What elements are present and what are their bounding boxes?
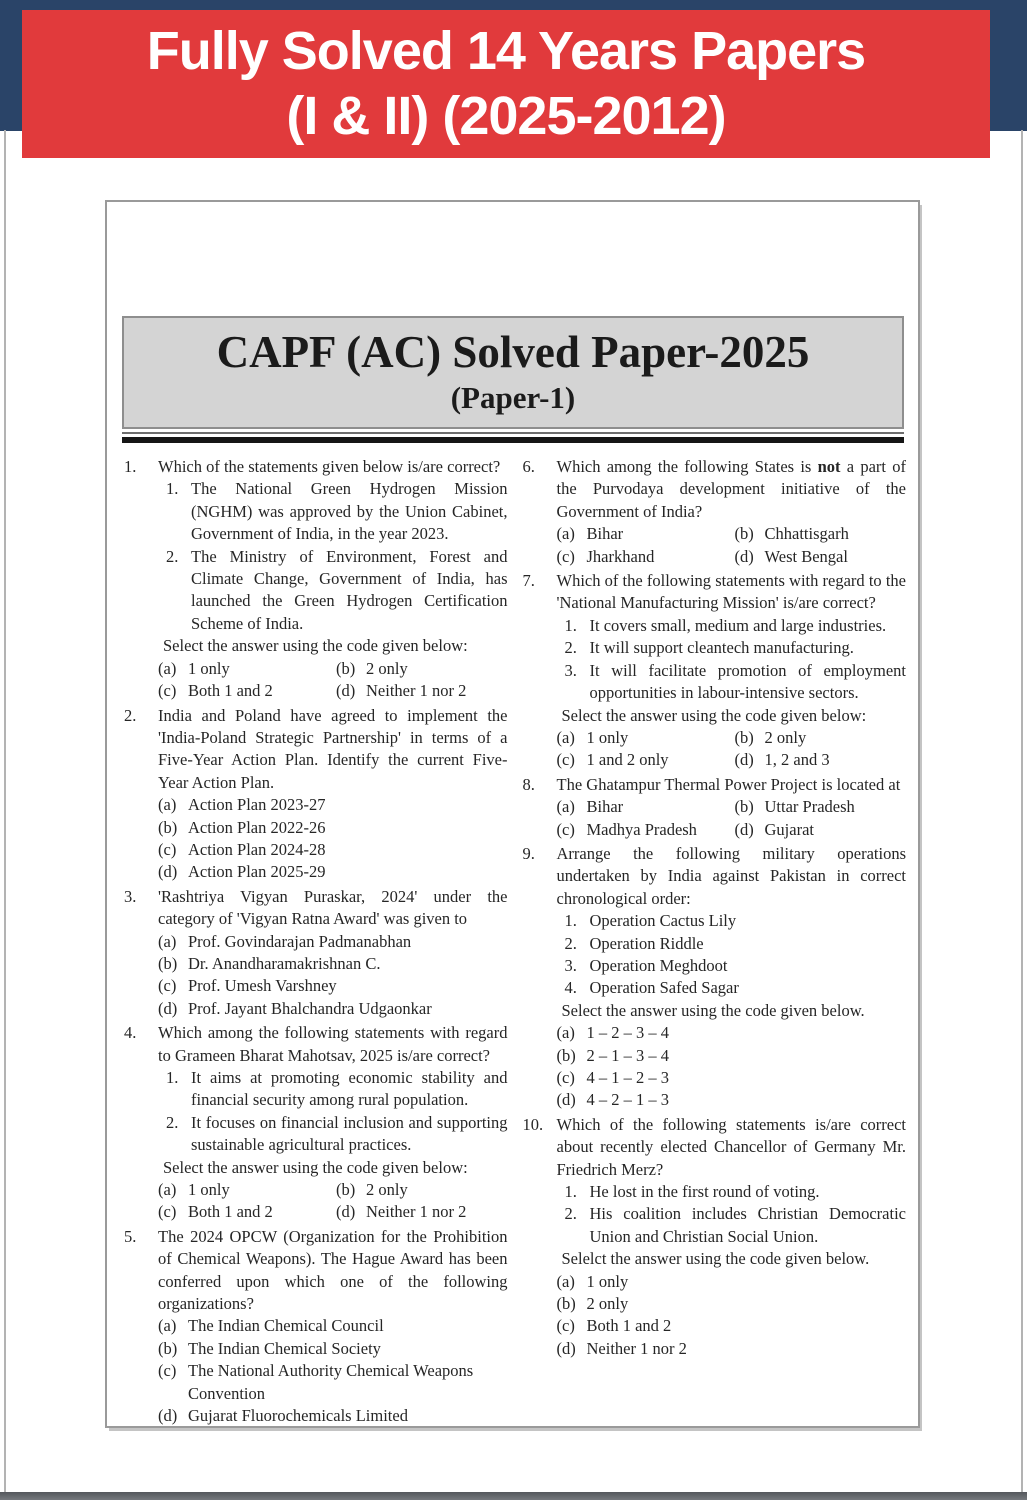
- option-item: [158, 1405, 508, 1427]
- option-item: [158, 1179, 336, 1201]
- question-stem-text: Arrange the following military operations undertaken by India against Pakistan in correct chronological order:: [556, 843, 906, 908]
- option-label: (b): [734, 797, 754, 817]
- book-title-banner: [22, 10, 990, 158]
- option-text: Gujarat: [764, 819, 814, 839]
- question-stem-text: Which among the following statements with regard to Grameen Bharat Mahotsav, 2025 is/are correct?: [158, 1023, 508, 1065]
- paper-card: [105, 200, 920, 1428]
- option-text: West Bengal: [764, 546, 848, 566]
- statement-item: [565, 637, 907, 659]
- statement-text: It covers small, medium and large industries.: [589, 615, 887, 635]
- option-label: (d): [734, 546, 754, 566]
- option-text: 2 only: [366, 1180, 408, 1200]
- statement-number: 4.: [564, 978, 577, 998]
- option-text: 1 only: [586, 727, 629, 747]
- select-answer-line: Selelct the answer using the code given below.: [561, 1249, 870, 1269]
- option-label: (a): [158, 658, 177, 678]
- option-item: [158, 1338, 508, 1360]
- option-text: Uttar Pradesh: [764, 797, 855, 817]
- statement-number: 1.: [166, 1068, 179, 1087]
- option-item: [557, 1045, 907, 1067]
- question-number: 7.: [522, 571, 535, 591]
- statement-list: [565, 1181, 907, 1248]
- option-text: The National Authority Chemical Weapons Convention: [188, 1361, 474, 1403]
- option-item: [557, 546, 735, 568]
- option-label: (a): [158, 931, 177, 951]
- statement-number: 2.: [564, 1204, 577, 1224]
- question-stem: [158, 886, 508, 931]
- statement-number: 3.: [564, 660, 577, 680]
- option-item: [557, 1293, 907, 1315]
- option-label: (b): [158, 1338, 178, 1358]
- option-text: Action Plan 2025-29: [188, 862, 326, 882]
- question-stem: [557, 774, 907, 796]
- option-label: (d): [158, 1406, 178, 1426]
- option-label: (c): [158, 839, 177, 859]
- statement-item: [565, 977, 907, 999]
- question-body: [557, 774, 907, 841]
- question-item: [124, 456, 508, 702]
- option-item: [158, 1360, 508, 1405]
- option-label: (c): [158, 976, 177, 996]
- statement-item: [565, 933, 907, 955]
- statement-text: It will support cleantech manufacturing.: [589, 638, 854, 658]
- statement-item: [166, 1112, 508, 1157]
- question-item: [124, 886, 508, 1020]
- option-label: (a): [556, 1023, 575, 1043]
- option-item: [557, 523, 735, 545]
- question-item: [523, 570, 907, 772]
- option-label: (b): [336, 658, 356, 678]
- book-title-line1: Fully Solved 14 Years Papers: [146, 21, 866, 81]
- option-text: Action Plan 2024-28: [188, 839, 326, 859]
- statement-item: [166, 546, 508, 636]
- option-item: [336, 1201, 508, 1223]
- option-item: [158, 658, 336, 680]
- option-item: [557, 1271, 907, 1293]
- option-label: (d): [336, 1202, 356, 1222]
- option-label: (c): [556, 750, 575, 770]
- question-column-left: [124, 456, 508, 1429]
- question-stem-text: India and Poland have agreed to implement the 'India-Poland Strategic Partnership' in terms of a Five-Year Action Plan. Identify the current Five-Year Action Plan.: [158, 705, 508, 792]
- page-left-edge: [4, 130, 6, 1500]
- option-item: [158, 817, 508, 839]
- question-body: [557, 1114, 907, 1360]
- options-list: [557, 1022, 907, 1112]
- option-label: (c): [556, 546, 575, 566]
- question-number: 1.: [124, 457, 137, 477]
- option-item: [158, 1201, 336, 1223]
- option-text: Neither 1 nor 2: [366, 1202, 467, 1222]
- option-text: 1 – 2 – 3 – 4: [586, 1023, 669, 1043]
- options-list: [158, 1315, 508, 1427]
- option-item: [158, 680, 336, 702]
- statement-number: 1.: [166, 479, 179, 499]
- question-stem-text: 'Rashtriya Vigyan Puraskar, 2024' under the category of 'Vigyan Ratna Award' was given to: [158, 886, 508, 929]
- question-stem-text: Which of the statements given below is/are correct?: [158, 457, 501, 477]
- statement-number: 1.: [564, 615, 577, 635]
- question-stem-text: Which of the following statements is/are correct about recently elected Chancellor of Germany Mr. Friedrich Merz?: [556, 1114, 906, 1179]
- option-label: (b): [734, 727, 754, 747]
- question-stem: [158, 1022, 508, 1067]
- option-label: (c): [158, 681, 177, 701]
- question-item: [124, 705, 508, 884]
- statement-number: 1.: [564, 1182, 577, 1202]
- statement-item: [565, 615, 907, 637]
- options-list: [158, 794, 508, 884]
- option-label: (b): [556, 1045, 576, 1065]
- page-right-edge: [1021, 130, 1023, 1500]
- statement-text: The Ministry of Environment, Forest and Climate Change, Government of India, has launched the Green Hydrogen Certification Scheme of India.: [191, 546, 508, 633]
- option-item: [336, 680, 508, 702]
- option-text: Both 1 and 2: [188, 681, 273, 701]
- statement-number: 2.: [564, 638, 577, 658]
- question-stem: [158, 705, 508, 795]
- question-stem-text: a part of the Purvodaya development initiative of the Government of India?: [556, 457, 906, 521]
- statement-text: It aims at promoting economic stability and financial security among rural population.: [191, 1068, 508, 1110]
- option-text: Neither 1 nor 2: [366, 681, 467, 701]
- option-item: [557, 796, 735, 818]
- statement-text: His coalition includes Christian Democratic Union and Christian Social Union.: [589, 1204, 906, 1246]
- option-label: (a): [556, 727, 575, 747]
- option-label: (b): [158, 953, 178, 973]
- option-label: (c): [556, 1068, 575, 1087]
- option-text: Prof. Govindarajan Padmanabhan: [188, 931, 412, 951]
- option-item: [557, 727, 735, 749]
- question-body: [158, 1226, 508, 1428]
- option-text: 4 – 1 – 2 – 3: [586, 1068, 669, 1087]
- question-number: 10.: [522, 1114, 544, 1134]
- question-number: 8.: [522, 774, 535, 794]
- option-label: (b): [336, 1180, 356, 1200]
- options-list: [557, 727, 907, 772]
- question-body: [158, 456, 508, 702]
- option-text: 4 – 2 – 1 – 3: [586, 1090, 669, 1110]
- option-label: (b): [158, 817, 178, 837]
- statement-text: He lost in the first round of voting.: [589, 1182, 820, 1202]
- option-item: [557, 1338, 907, 1360]
- question-body: [557, 570, 907, 772]
- statement-item: [565, 955, 907, 977]
- select-answer-line: Select the answer using the code given below.: [561, 1000, 865, 1020]
- option-text: 1 only: [188, 658, 230, 678]
- question-stem: [158, 1226, 508, 1316]
- question-body: [158, 705, 508, 884]
- option-text: Both 1 and 2: [586, 1316, 672, 1336]
- option-item: [735, 727, 907, 749]
- question-item: [124, 1022, 508, 1224]
- option-label: (a): [158, 1316, 177, 1336]
- question-item: [523, 843, 907, 1112]
- question-stem-bold: not: [817, 457, 841, 477]
- statement-text: Operation Meghdoot: [589, 955, 728, 975]
- option-label: (c): [158, 1361, 177, 1381]
- option-label: (a): [556, 797, 575, 817]
- option-text: 1 only: [586, 1271, 629, 1291]
- option-item: [336, 1179, 508, 1201]
- option-text: Action Plan 2022-26: [188, 817, 326, 837]
- question-body: [158, 1022, 508, 1224]
- statement-text: The National Green Hydrogen Mission (NGHM) was approved by the Union Cabinet, Government of India, in the year 2023.: [191, 479, 508, 544]
- option-text: 2 only: [586, 1294, 629, 1314]
- option-text: 2 – 1 – 3 – 4: [586, 1045, 669, 1065]
- option-text: Both 1 and 2: [188, 1202, 273, 1222]
- option-text: Dr. Anandharamakrishnan C.: [188, 953, 381, 973]
- statement-list: [565, 910, 907, 1000]
- statement-list: [166, 1067, 508, 1157]
- question-body: [557, 456, 907, 568]
- option-item: [735, 749, 907, 771]
- statement-item: [565, 1181, 907, 1203]
- statement-item: [565, 1203, 907, 1248]
- option-item: [158, 931, 508, 953]
- statement-text: It focuses on financial inclusion and supporting sustainable agricultural practices.: [191, 1112, 508, 1155]
- question-stem-text: Which of the following statements with regard to the 'National Manufacturing Mission' is/are correct?: [556, 571, 906, 613]
- question-item: [523, 774, 907, 841]
- option-label: (d): [734, 819, 754, 839]
- question-item: [523, 456, 907, 568]
- option-item: [158, 953, 508, 975]
- question-number: 2.: [124, 705, 137, 725]
- statement-number: 2.: [166, 1112, 179, 1132]
- paper-title: CAPF (AC) Solved Paper-2025: [216, 327, 810, 377]
- option-item: [735, 796, 907, 818]
- question-item: [124, 1226, 508, 1428]
- options-list: [158, 1179, 508, 1224]
- question-stem: [557, 570, 907, 615]
- option-item: [557, 819, 735, 841]
- option-text: Madhya Pradesh: [586, 819, 697, 839]
- option-label: (b): [734, 524, 754, 544]
- statement-list: [166, 478, 508, 635]
- question-column-right: [523, 456, 907, 1429]
- bottom-divider-band: [0, 1492, 1027, 1500]
- question-body: [557, 843, 907, 1112]
- option-label: (a): [158, 795, 177, 815]
- option-text: Jharkhand: [586, 546, 655, 566]
- option-text: The Indian Chemical Council: [188, 1316, 384, 1336]
- option-text: 2 only: [764, 727, 807, 747]
- question-number: 9.: [522, 843, 535, 863]
- option-item: [158, 998, 508, 1020]
- option-label: (c): [556, 819, 575, 839]
- statement-number: 2.: [564, 933, 577, 953]
- question-number: 4.: [124, 1023, 137, 1043]
- statement-item: [166, 1067, 508, 1112]
- option-text: Bihar: [586, 797, 624, 817]
- option-text: Prof. Umesh Varshney: [188, 976, 337, 996]
- header-rule-thin: [122, 432, 904, 434]
- option-item: [158, 839, 508, 861]
- option-label: (a): [158, 1180, 177, 1200]
- select-answer-line: Select the answer using the code given below:: [163, 1157, 468, 1177]
- option-label: (c): [158, 1202, 177, 1222]
- option-text: Gujarat Fluorochemicals Limited: [188, 1406, 408, 1426]
- option-item: [557, 749, 735, 771]
- option-label: (d): [556, 1090, 576, 1110]
- question-stem-text: Which among the following States is: [556, 457, 818, 477]
- option-text: 1 and 2 only: [586, 750, 669, 770]
- option-item: [158, 975, 508, 997]
- option-text: Bihar: [586, 524, 624, 544]
- option-label: (d): [158, 862, 178, 882]
- statement-number: 2.: [166, 546, 179, 566]
- option-item: [557, 1022, 907, 1044]
- paper-subtitle: (Paper-1): [450, 380, 576, 416]
- question-stem: [557, 1114, 907, 1181]
- question-body: [158, 886, 508, 1020]
- option-label: (a): [556, 524, 575, 544]
- option-text: 1 only: [188, 1180, 230, 1200]
- question-number: 6.: [522, 457, 535, 477]
- option-item: [557, 1067, 907, 1089]
- option-item: [735, 523, 907, 545]
- question-columns: [107, 443, 918, 1429]
- options-list: [557, 796, 907, 841]
- option-text: Neither 1 nor 2: [586, 1338, 687, 1358]
- statement-list: [565, 615, 907, 705]
- statement-text: It will facilitate promotion of employment opportunities in labour-intensive sectors.: [589, 660, 906, 703]
- option-item: [336, 658, 508, 680]
- options-list: [557, 1271, 907, 1361]
- question-stem-text: The Ghatampur Thermal Power Project is located at: [556, 774, 901, 794]
- statement-text: Operation Safed Sagar: [589, 978, 739, 998]
- option-text: Prof. Jayant Bhalchandra Udgaonkar: [188, 998, 432, 1018]
- option-text: The Indian Chemical Society: [188, 1338, 381, 1358]
- option-item: [158, 794, 508, 816]
- question-number: 3.: [124, 886, 137, 906]
- option-label: (c): [556, 1316, 575, 1336]
- question-number: 5.: [124, 1226, 137, 1246]
- options-list: [158, 658, 508, 703]
- option-text: Action Plan 2023-27: [188, 795, 326, 815]
- question-stem: [158, 456, 508, 478]
- book-title-line2: (I & II) (2025-2012): [286, 86, 726, 146]
- option-label: (d): [336, 681, 356, 701]
- question-item: [523, 1114, 907, 1360]
- question-stem-text: The 2024 OPCW (Organization for the Prohibition of Chemical Weapons). The Hague Award has been conferred upon which one of the following organizations?: [158, 1226, 508, 1314]
- statement-item: [166, 478, 508, 545]
- option-item: [735, 546, 907, 568]
- statement-number: 1.: [564, 911, 577, 931]
- option-item: [735, 819, 907, 841]
- statement-number: 3.: [564, 955, 577, 975]
- paper-header-box: [122, 316, 904, 429]
- option-label: (b): [556, 1294, 576, 1314]
- option-text: 2 only: [366, 658, 408, 678]
- select-answer-line: Select the answer using the code given below:: [163, 636, 468, 656]
- option-label: (d): [158, 998, 178, 1018]
- option-label: (a): [556, 1271, 575, 1291]
- option-item: [158, 861, 508, 883]
- option-label: (d): [556, 1338, 576, 1358]
- statement-item: [565, 660, 907, 705]
- option-item: [557, 1089, 907, 1111]
- statement-text: Operation Riddle: [589, 933, 704, 953]
- select-answer-line: Select the answer using the code given below:: [561, 705, 867, 725]
- option-item: [158, 1315, 508, 1337]
- option-label: (d): [734, 750, 754, 770]
- option-item: [557, 1315, 907, 1337]
- option-text: 1, 2 and 3: [764, 750, 830, 770]
- question-stem: [557, 843, 907, 910]
- options-list: [158, 931, 508, 1021]
- option-text: Chhattisgarh: [764, 524, 849, 544]
- options-list: [557, 523, 907, 568]
- question-stem: [557, 456, 907, 523]
- statement-text: Operation Cactus Lily: [589, 911, 737, 931]
- statement-item: [565, 910, 907, 932]
